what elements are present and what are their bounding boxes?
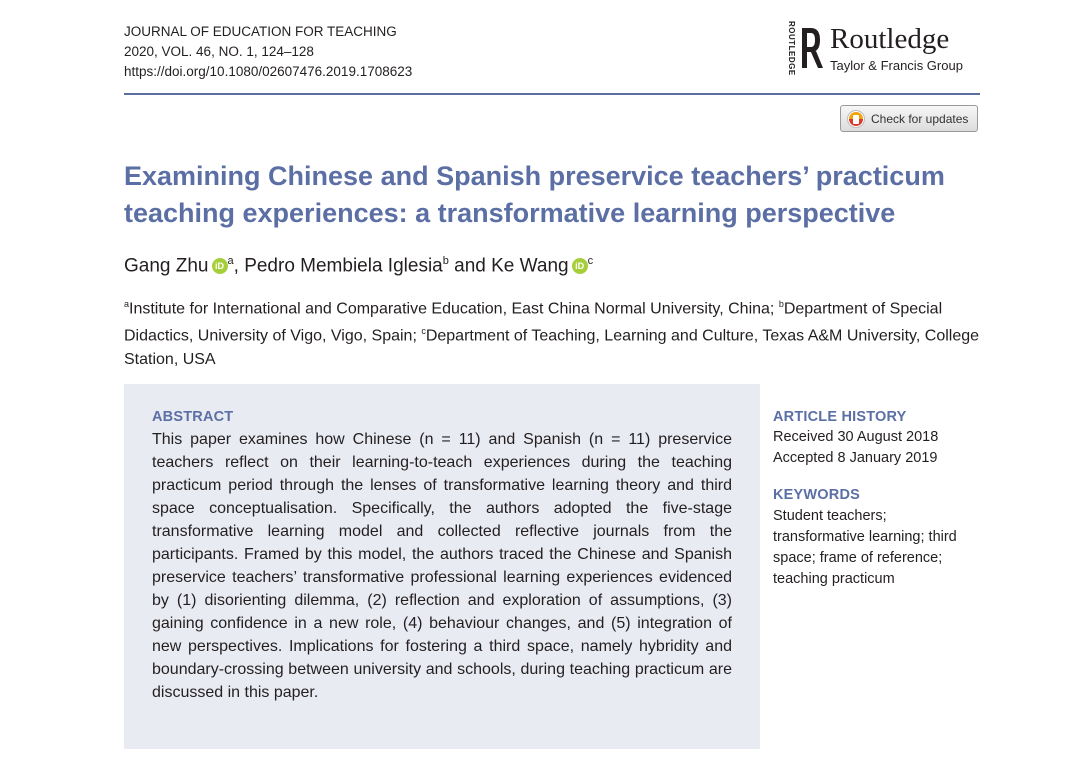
article-history <box>773 407 993 469</box>
article-history-heading: ARTICLE HISTORY <box>773 409 907 425</box>
journal-name: JOURNAL OF EDUCATION FOR TEACHING <box>124 24 397 39</box>
affiliation-mark: a <box>124 299 130 309</box>
keywords-text: Student teachers; transformative learning; third space; frame of reference; teaching practicum <box>773 508 957 587</box>
publisher-vertical-mark: ROUTLEDGE <box>787 20 796 76</box>
author-name[interactable]: Pedro Membiela Iglesia <box>244 255 443 277</box>
keywords-section <box>773 485 973 590</box>
affiliation-text: Department of Teaching, Learning and Culture, Texas A&M University, College Station, USA <box>124 327 980 368</box>
received-date: Received 30 August 2018 <box>773 429 939 445</box>
keywords-heading: KEYWORDS <box>773 487 860 503</box>
crossmark-icon <box>847 110 865 128</box>
abstract-heading: ABSTRACT <box>152 409 234 425</box>
affiliation-text: Institute for International and Comparative Education, East China Normal University, China; <box>129 300 779 318</box>
author-affiliation-mark: b <box>442 255 449 267</box>
affiliation-mark: b <box>778 299 784 309</box>
accepted-date: Accepted 8 January 2019 <box>773 450 938 466</box>
publisher-logo <box>782 20 982 80</box>
check-for-updates-label: Check for updates <box>871 111 969 126</box>
abstract-text: This paper examines how Chinese (n = 11) and Spanish (n = 11) preservice teachers reflect on their learning-to-teach experiences during the teaching practicum period through the lenses of transformative learning theory and third space conceptualisation. Specifically, the authors adopted the five-stage transformative learning model and collected reflective journals from the participants. Framed by this model, the authors traced the Chinese and Spanish preservice teachers’ transformative professional learning experiences evidenced by (1) disorienting dilemma, (2) reflection and exploration of assumptions, (3) gaining confidence in a new role, (4) behaviour changes, and (5) integration of new perspectives. Implications for fostering a third space, namely hybridity and boundary-crossing between university and schools, during teaching practicum are discussed in this paper. <box>152 431 732 701</box>
journal-header <box>124 22 412 82</box>
publisher-name: Routledge <box>830 23 950 55</box>
author-name[interactable]: Gang Zhu <box>124 255 209 277</box>
check-for-updates-button[interactable] <box>840 105 978 132</box>
orcid-icon[interactable]: iD <box>572 258 588 274</box>
publisher-group: Taylor & Francis Group <box>830 58 963 73</box>
author-list <box>124 247 593 280</box>
journal-citation: 2020, VOL. 46, NO. 1, 124–128 <box>124 44 314 59</box>
author-affiliation-mark: c <box>587 255 594 267</box>
header-divider <box>124 93 980 95</box>
article-title: Examining Chinese and Spanish preservice teachers’ practicum teaching experiences: a transformative learning perspective <box>124 161 945 228</box>
affiliation-mark: c <box>421 326 426 337</box>
author-separator: and <box>448 255 492 277</box>
author-separator: , <box>233 255 245 277</box>
author-affiliation-mark: a <box>227 255 234 267</box>
affiliation-text: Department of Special Didactics, University of Vigo, Vigo, Spain; <box>124 300 943 345</box>
abstract-panel <box>124 384 760 749</box>
routledge-logo-icon <box>798 22 824 74</box>
orcid-icon[interactable]: iD <box>212 258 228 274</box>
affiliations <box>124 293 994 371</box>
author-name[interactable]: Ke Wang <box>491 255 569 277</box>
doi-link[interactable]: https://doi.org/10.1080/02607476.2019.1708623 <box>124 64 413 79</box>
